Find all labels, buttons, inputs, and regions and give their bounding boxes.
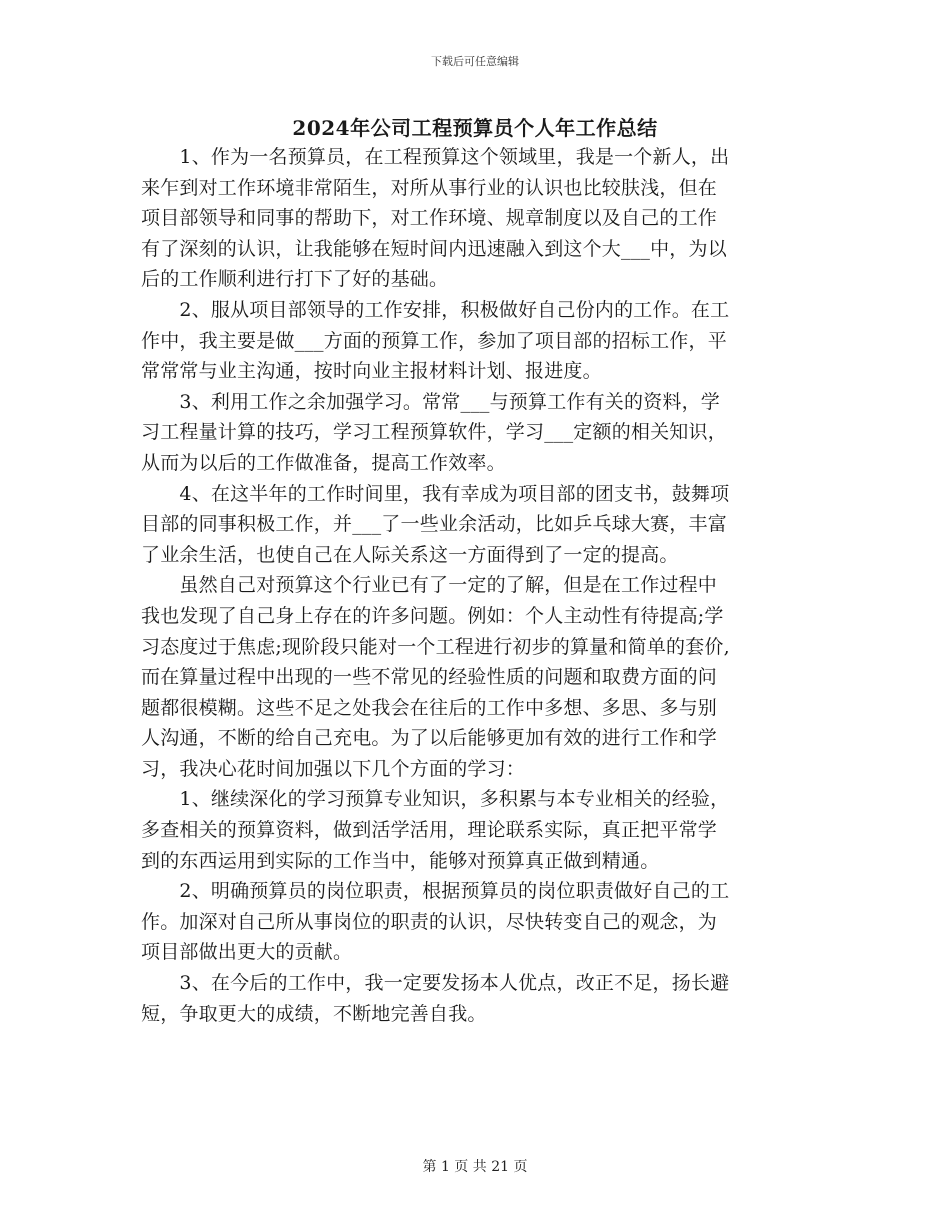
document-title: 2024年公司工程预算员个人年工作总结	[292, 116, 658, 140]
body-line: 习工程量计算的技巧，学习工程预算软件，学习___定额的相关知识，	[141, 421, 727, 444]
body-line: 而在算量过程中出现的一些不常见的经验性质的问题和取费方面的问	[141, 666, 718, 689]
body-line: 1、作为一名预算员，在工程预算这个领域里，我是一个新人，出	[141, 146, 730, 168]
body-line: 有了深刻的认识，让我能够在短时间内迅速融入到这个大___中，为以	[141, 237, 727, 260]
body-line: 3、在今后的工作中，我一定要发扬本人优点，改正不足，扬长避	[141, 972, 730, 995]
body-line: 短，争取更大的成绩，不断地完善自我。	[141, 1002, 487, 1025]
body-line: 4、在这半年的工作时间里，我有幸成为项目部的团支书，鼓舞项	[141, 482, 730, 505]
body-line: 我也发现了自己身上存在的许多问题。例如：个人主动性有待提高;学	[141, 604, 724, 627]
body-line: 到的东西运用到实际的工作当中，能够对预算真正做到精通。	[141, 849, 660, 872]
body-line: 常常常与业主沟通，按时向业主报材料计划、报进度。	[141, 360, 602, 383]
body-line: 项目部做出更大的贡献。	[141, 941, 353, 964]
body-line: 来乍到对工作环境非常陌生，对所从事行业的认识也比较肤浅，但在	[141, 176, 718, 199]
body-line: 1、继续深化的学习预算专业知识，多积累与本专业相关的经验，	[141, 788, 730, 811]
body-line: 从而为以后的工作做准备，提高工作效率。	[141, 451, 506, 474]
body-line: 项目部领导和同事的帮助下，对工作环境、规章制度以及自己的工作	[141, 207, 718, 230]
page-number: 第 1 页 共 21 页	[422, 1159, 528, 1175]
body-line: 作中，我主要是做___方面的预算工作，参加了项目部的招标工作，平	[141, 329, 727, 352]
body-line: 作。加深对自己所从事岗位的职责的认识，尽快转变自己的观念，为	[141, 910, 718, 933]
body-line: 3、利用工作之余加强学习。常常___与预算工作有关的资料，学	[141, 390, 720, 413]
body-line: 习，我决心花时间加强以下几个方面的学习：	[141, 757, 526, 780]
body-line: 2、明确预算员的岗位职责，根据预算员的岗位职责做好自己的工	[141, 880, 730, 903]
body-line: 虽然自己对预算这个行业已有了一定的了解，但是在工作过程中	[141, 574, 718, 597]
body-line: 习态度过于焦虑;现阶段只能对一个工程进行初步的算量和简单的套价,	[141, 635, 730, 658]
body-line: 后的工作顺利进行打下了好的基础。	[141, 268, 449, 291]
body-line: 人沟通，不断的给自己充电。为了以后能够更加有效的进行工作和学	[141, 727, 718, 750]
page-header-note: 下载后可任意编辑	[431, 55, 519, 68]
body-line: 了业余生活，也使自己在人际关系这一方面得到了一定的提高。	[141, 543, 679, 566]
body-line: 目部的同事积极工作，并___了一些业余活动，比如乒乓球大赛，丰富	[141, 513, 727, 536]
body-line: 多查相关的预算资料，做到活学活用，理论联系实际，真正把平常学	[141, 819, 718, 842]
document-body	[141, 142, 817, 1029]
body-line: 2、服从项目部领导的工作安排，积极做好自己份内的工作。在工	[141, 298, 730, 321]
body-line: 题都很模糊。这些不足之处我会在往后的工作中多想、多思、多与别	[141, 696, 718, 719]
